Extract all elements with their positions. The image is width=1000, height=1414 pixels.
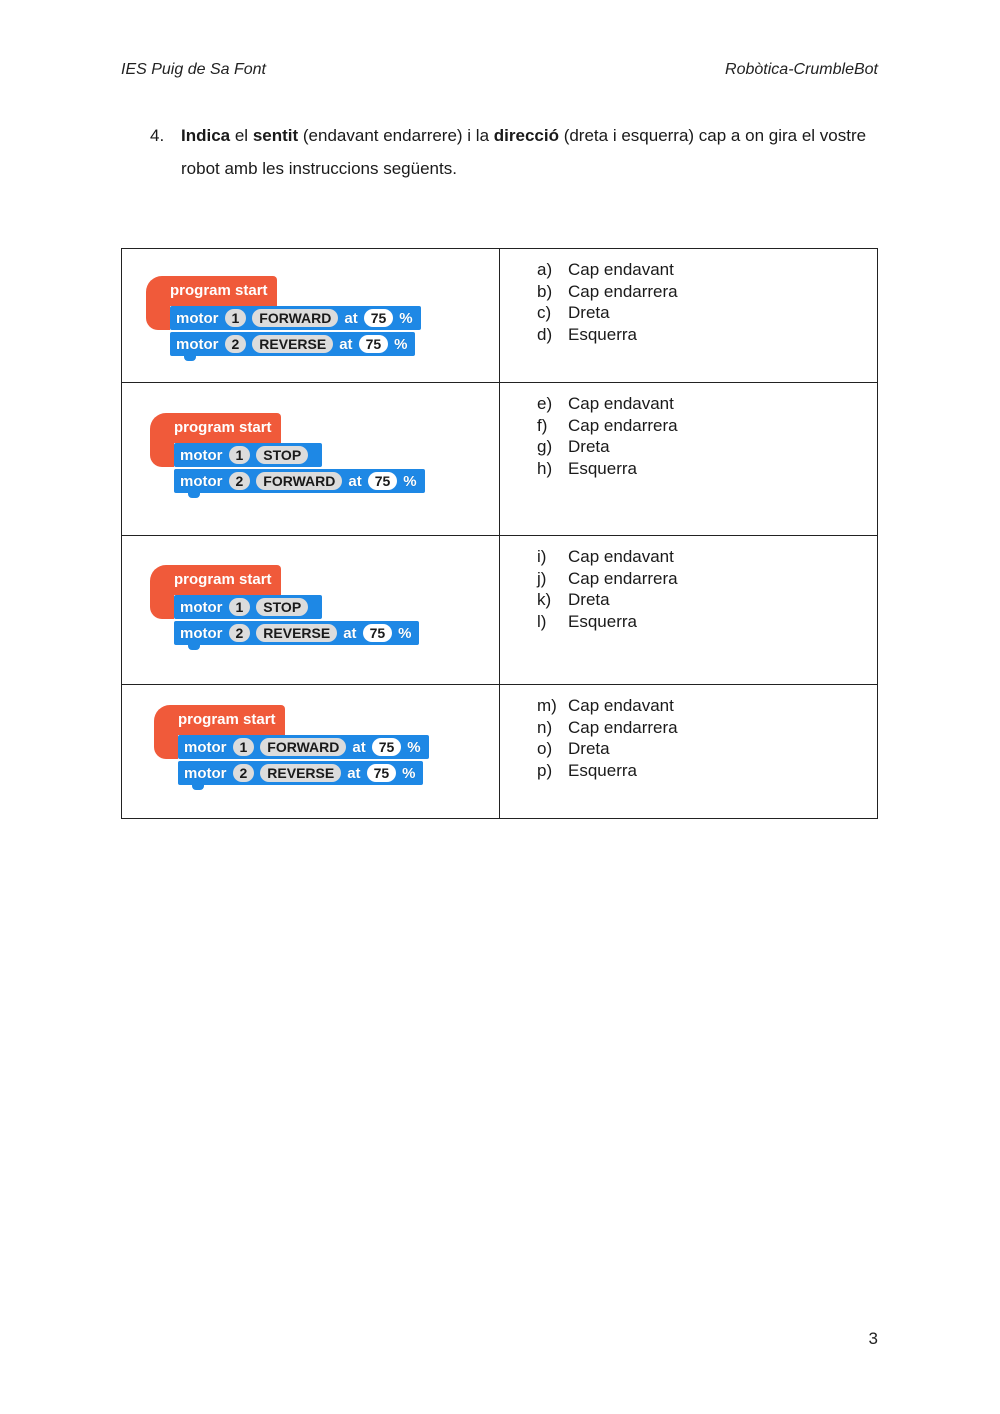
motor-number-pill: 2 xyxy=(233,764,255,782)
options-cell xyxy=(500,383,878,536)
option-item xyxy=(537,281,678,303)
options-cell xyxy=(500,685,878,819)
question-text xyxy=(181,119,890,185)
block-notch xyxy=(188,493,200,498)
option-letter: e) xyxy=(537,394,553,413)
speed-pill: 75 xyxy=(367,764,397,782)
block-stack xyxy=(174,595,419,645)
option-item xyxy=(537,415,678,437)
option-letter: f) xyxy=(537,415,548,435)
at-keyword: at xyxy=(348,472,362,490)
option-letter: n) xyxy=(537,717,553,737)
option-text: Cap endarrera xyxy=(568,568,678,588)
at-keyword: at xyxy=(339,335,353,353)
options-cell xyxy=(500,536,878,685)
percent-unit: % xyxy=(399,309,413,327)
code-cell xyxy=(122,685,500,819)
block-notch xyxy=(184,356,196,361)
speed-pill: 75 xyxy=(359,335,389,353)
hat-block-tail xyxy=(150,443,174,467)
exercise-row xyxy=(122,249,878,383)
question-part: (endavant endarrere) i la xyxy=(298,126,494,145)
question-4 xyxy=(150,119,890,185)
exercise-row xyxy=(122,536,878,685)
option-letter: a) xyxy=(537,260,553,279)
options-list xyxy=(537,546,678,632)
option-text: Cap endarrera xyxy=(568,717,678,737)
motor-keyword: motor xyxy=(176,335,219,353)
option-text: Cap endavant xyxy=(568,696,674,715)
crumble-program xyxy=(150,413,425,495)
options-list xyxy=(537,695,678,781)
percent-unit: % xyxy=(402,764,416,782)
block-notch xyxy=(188,645,200,650)
option-item xyxy=(537,568,678,590)
header-school: IES Puig de Sa Font xyxy=(121,61,266,78)
options-cell xyxy=(500,249,878,383)
block-stack xyxy=(178,735,429,785)
motor-block xyxy=(178,735,429,759)
motor-block xyxy=(174,595,322,619)
hat-block-tail xyxy=(146,306,170,330)
speed-pill: 75 xyxy=(372,738,402,756)
option-item xyxy=(537,695,678,717)
motor-keyword: motor xyxy=(176,309,219,327)
question-number: 4. xyxy=(150,126,165,145)
direction-pill: FORWARD xyxy=(252,309,338,327)
option-letter: b) xyxy=(537,281,553,301)
option-text: Esquerra xyxy=(568,458,637,478)
option-letter: k) xyxy=(537,590,552,609)
option-text: Cap endavant xyxy=(568,260,674,279)
option-text: Cap endavant xyxy=(568,547,674,566)
direction-pill: STOP xyxy=(256,446,308,464)
speed-pill: 75 xyxy=(364,309,394,327)
option-text: Dreta xyxy=(568,303,610,322)
question-part: Indica xyxy=(181,126,231,145)
question-part: sentit xyxy=(252,126,299,145)
option-item xyxy=(537,259,678,281)
option-text: Cap endarrera xyxy=(568,281,678,301)
option-letter: m) xyxy=(537,696,557,715)
option-text: Esquerra xyxy=(568,611,637,631)
exercise-row xyxy=(122,383,878,536)
at-keyword: at xyxy=(352,738,366,756)
option-item xyxy=(537,436,678,458)
option-item xyxy=(537,738,678,760)
motor-number-pill: 2 xyxy=(225,335,247,353)
motor-block xyxy=(174,443,322,467)
at-keyword: at xyxy=(347,764,361,782)
percent-unit: % xyxy=(403,472,417,490)
option-letter: d) xyxy=(537,324,553,344)
direction-pill: REVERSE xyxy=(260,764,341,782)
option-letter: p) xyxy=(537,760,553,780)
option-item xyxy=(537,324,678,346)
code-cell xyxy=(122,536,500,685)
option-text: Dreta xyxy=(568,739,610,758)
header-course: Robòtica-CrumbleBot xyxy=(725,61,878,78)
option-item xyxy=(537,611,678,633)
motor-keyword: motor xyxy=(180,598,223,616)
block-stack xyxy=(170,306,421,356)
motor-keyword: motor xyxy=(184,738,227,756)
option-letter: i) xyxy=(537,547,547,566)
motor-block xyxy=(170,332,415,356)
exercise-row xyxy=(122,685,878,819)
block-stack xyxy=(174,443,425,493)
motor-number-pill: 1 xyxy=(225,309,247,327)
speed-pill: 75 xyxy=(363,624,393,642)
motor-number-pill: 1 xyxy=(233,738,255,756)
option-item xyxy=(537,458,678,480)
question-part: direcció xyxy=(493,126,559,145)
speed-pill: 75 xyxy=(368,472,398,490)
option-letter: c) xyxy=(537,303,552,322)
direction-pill: FORWARD xyxy=(260,738,346,756)
at-keyword: at xyxy=(344,309,358,327)
option-letter: o) xyxy=(537,739,553,758)
option-text: Dreta xyxy=(568,590,610,609)
block-notch xyxy=(192,785,204,790)
code-cell xyxy=(122,383,500,536)
crumble-program xyxy=(154,705,429,787)
at-keyword: at xyxy=(343,624,357,642)
question-part: (dreta i esquerra) cap a on gira el vostre robot amb les instruccions següents. xyxy=(181,126,867,178)
motor-number-pill: 2 xyxy=(229,624,251,642)
motor-keyword: motor xyxy=(180,624,223,642)
option-item xyxy=(537,760,678,782)
options-list xyxy=(537,259,678,345)
hat-block-tail xyxy=(154,735,178,759)
crumble-program xyxy=(146,276,421,358)
question-part: el xyxy=(230,126,253,145)
option-text: Cap endarrera xyxy=(568,415,678,435)
program-start-block: program start xyxy=(150,565,281,595)
motor-block xyxy=(174,621,419,645)
option-text: Dreta xyxy=(568,437,610,456)
option-letter: g) xyxy=(537,437,553,456)
options-list xyxy=(537,393,678,479)
option-letter: l) xyxy=(537,611,547,631)
direction-pill: FORWARD xyxy=(256,472,342,490)
option-item xyxy=(537,717,678,739)
hat-block-tail xyxy=(150,595,174,619)
motor-block xyxy=(178,761,423,785)
percent-unit: % xyxy=(394,335,408,353)
percent-unit: % xyxy=(398,624,412,642)
option-item xyxy=(537,589,678,611)
option-text: Cap endavant xyxy=(568,394,674,413)
direction-pill: STOP xyxy=(256,598,308,616)
option-item xyxy=(537,393,678,415)
exercise-table xyxy=(121,248,878,819)
program-start-block: program start xyxy=(154,705,285,735)
motor-block xyxy=(174,469,425,493)
motor-keyword: motor xyxy=(184,764,227,782)
program-start-block: program start xyxy=(146,276,277,306)
crumble-program xyxy=(150,565,419,647)
percent-unit: % xyxy=(407,738,421,756)
motor-number-pill: 1 xyxy=(229,446,251,464)
motor-keyword: motor xyxy=(180,472,223,490)
motor-number-pill: 2 xyxy=(229,472,251,490)
option-letter: h) xyxy=(537,458,553,478)
option-item xyxy=(537,546,678,568)
motor-block xyxy=(170,306,421,330)
option-text: Esquerra xyxy=(568,324,637,344)
direction-pill: REVERSE xyxy=(256,624,337,642)
code-cell xyxy=(122,249,500,383)
program-start-block: program start xyxy=(150,413,281,443)
option-letter: j) xyxy=(537,568,547,588)
option-text: Esquerra xyxy=(568,760,637,780)
motor-number-pill: 1 xyxy=(229,598,251,616)
direction-pill: REVERSE xyxy=(252,335,333,353)
option-item xyxy=(537,302,678,324)
page-number: 3 xyxy=(868,1329,878,1348)
motor-keyword: motor xyxy=(180,446,223,464)
